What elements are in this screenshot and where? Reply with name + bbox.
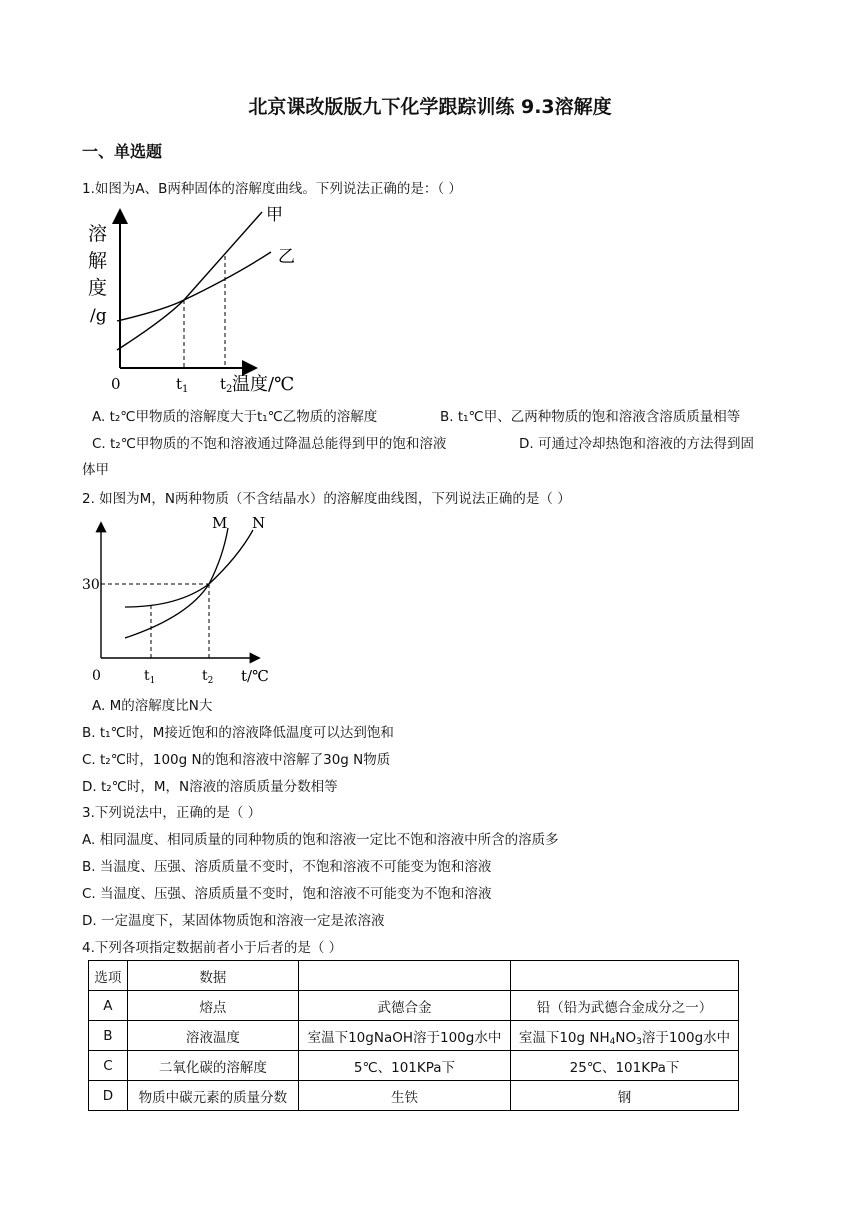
q1-origin-label: 0	[111, 375, 121, 393]
q2-curve-n	[125, 530, 253, 607]
table-header-cell	[298, 961, 510, 991]
q2-solubility-chart	[78, 512, 278, 692]
q2-option-d: D. t₂℃时，M，N溶液的溶质质量分数相等	[82, 779, 338, 795]
q4-stem: 4.下列各项指定数据前者小于后者的是（ ）	[82, 940, 343, 956]
q1-stem: 1.如图为A、B两种固体的溶解度曲线。下列说法正确的是：（ ）	[82, 181, 462, 197]
table-row	[89, 1021, 739, 1051]
q1-curve-yi-label: 乙	[278, 247, 295, 267]
q2-y-value-label: 30	[82, 577, 100, 593]
table-cell-data: 物质中碳元素的质量分数	[127, 1081, 298, 1111]
chem-subscript: 4	[609, 1036, 616, 1047]
q2-curve-n-label: N	[252, 514, 266, 532]
q4-options-table	[88, 960, 739, 1111]
chem-text: NO	[615, 1029, 637, 1046]
q1-y-label-3: 度	[88, 277, 108, 299]
table-cell-first: 武德合金	[298, 991, 510, 1021]
table-row	[89, 1081, 739, 1111]
page-title: 北京课改版版九下化学跟踪训练 9.3溶解度	[248, 96, 612, 118]
q1-y-label-1: 溶	[88, 223, 108, 245]
table-cell-first: 室温下10gNaOH溶于100g水中	[298, 1021, 510, 1051]
q1-curve-jia	[117, 212, 262, 350]
q2-origin-label: 0	[92, 668, 101, 684]
table-cell-second	[511, 1021, 739, 1051]
table-cell-second: 25℃、101KPa下	[511, 1051, 739, 1081]
table-header-cell: 选项	[89, 961, 128, 991]
table-row	[89, 991, 739, 1021]
table-cell-data: 二氧化碳的溶解度	[127, 1051, 298, 1081]
table-cell-option: B	[89, 1021, 128, 1051]
q2-stem: 2. 如图为M，N两种物质（不含结晶水）的溶解度曲线图，下列说法正确的是（ ）	[82, 491, 571, 507]
chem-subscript: 3	[636, 1036, 642, 1047]
q2-option-b: B. t₁℃时，M接近饱和的溶液降低温度可以达到饱和	[82, 725, 394, 741]
q3-option-d: D. 一定温度下，某固体物质饱和溶液一定是浓溶液	[82, 913, 385, 929]
table-cell-second: 钢	[511, 1081, 739, 1111]
table-cell-option: D	[89, 1081, 128, 1111]
q3-stem: 3.下列说法中，正确的是（ ）	[82, 805, 262, 821]
q1-solubility-chart	[84, 200, 314, 400]
q1-option-d: D. 可通过冷却热饱和溶液的方法得到固	[519, 436, 754, 452]
q1-y-label-4: /g	[90, 306, 107, 326]
q2-option-c: C. t₂℃时，100g N的饱和溶液中溶解了30g N物质	[82, 752, 391, 768]
q1-option-b: B. t₁℃甲、乙两种物质的饱和溶液含溶质质量相等	[440, 409, 741, 425]
q2-t1-label: $t_1$	[144, 668, 156, 686]
table-cell-first: 5℃、101KPa下	[298, 1051, 510, 1081]
q3-option-c: C. 当温度、压强、溶质质量不变时，饱和溶液不可能变为不饱和溶液	[82, 886, 492, 902]
q3-option-a: A. 相同温度、相同质量的同种物质的饱和溶液一定比不饱和溶液中所含的溶质多	[82, 832, 559, 848]
table-header-cell	[511, 961, 739, 991]
chem-text: 室温下10g NH	[518, 1029, 610, 1046]
q2-curve-m-label: M	[212, 514, 228, 532]
table-header-cell: 数据	[127, 961, 298, 991]
table-row	[89, 1051, 739, 1081]
q1-x-axis-label: 温度/℃	[232, 374, 295, 395]
section-heading: 一、单选题	[82, 142, 163, 161]
table-cell-data: 溶液温度	[127, 1021, 298, 1051]
q2-curve-m	[125, 528, 228, 638]
q2-x-axis-label: t/℃	[241, 667, 269, 685]
q1-option-d-continued: 体甲	[82, 462, 109, 478]
q1-y-label-2: 解	[88, 250, 108, 272]
table-cell-option: C	[89, 1051, 128, 1081]
table-cell-data: 熔点	[127, 991, 298, 1021]
table-cell-second: 铅（铅为武德合金成分之一）	[511, 991, 739, 1021]
table-cell-option: A	[89, 991, 128, 1021]
q1-curve-jia-label: 甲	[266, 205, 283, 225]
q1-t1-label: $t_1$	[176, 375, 189, 395]
table-header-row	[89, 961, 739, 991]
chem-text: 溶于100g水中	[641, 1029, 731, 1046]
q2-t2-label: $t_2$	[202, 668, 214, 686]
table-cell-first: 生铁	[298, 1081, 510, 1111]
q2-option-a: A. M的溶解度比N大	[92, 698, 213, 714]
q3-option-b: B. 当温度、压强、溶质质量不变时，不饱和溶液不可能变为饱和溶液	[82, 859, 492, 875]
q1-option-c: C. t₂℃甲物质的不饱和溶液通过降温总能得到甲的饱和溶液	[92, 436, 447, 452]
q1-option-a: A. t₂℃甲物质的溶解度大于t₁℃乙物质的溶解度	[92, 409, 378, 425]
q1-t2-label: $t_2$	[220, 375, 233, 395]
q1-curve-yi	[117, 252, 271, 321]
